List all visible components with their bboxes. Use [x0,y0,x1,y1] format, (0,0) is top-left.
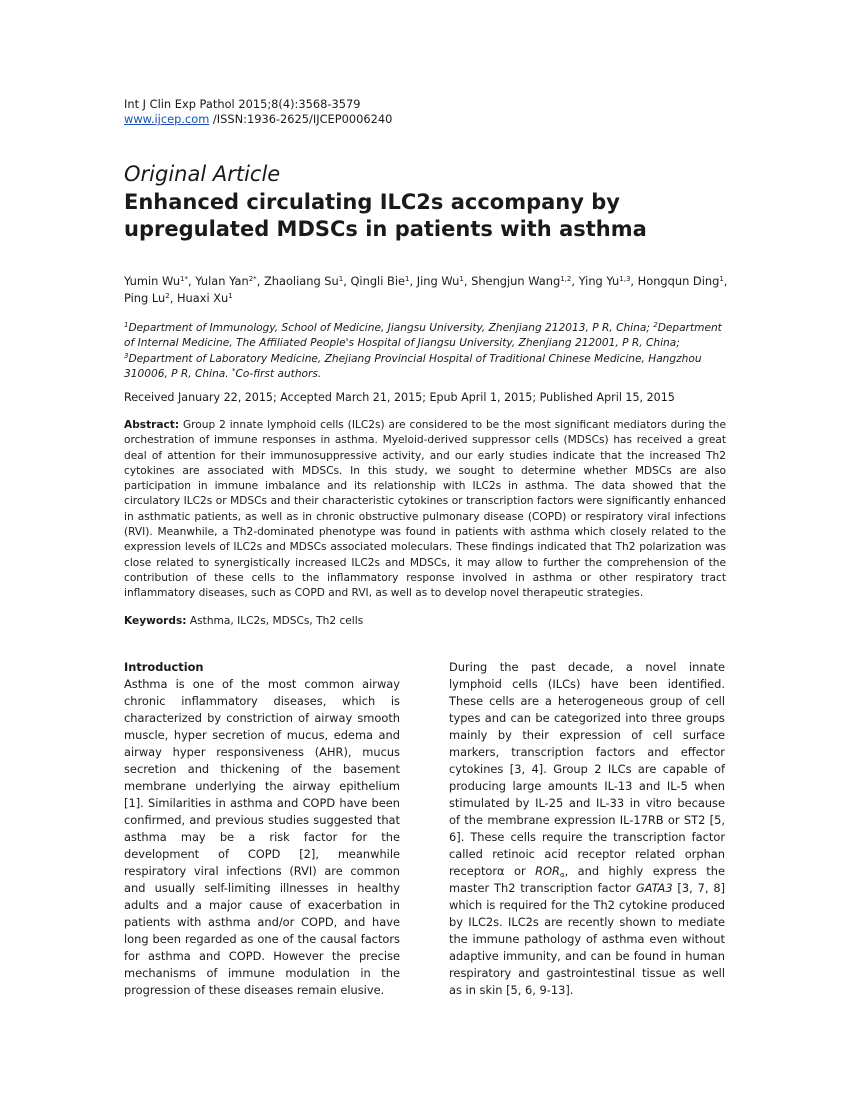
author: Qingli Bie$^1$, [350,274,417,288]
journal-citation: Int J Clin Exp Pathol 2015;8(4):3568-3579 [124,97,361,111]
abstract-label: Abstract: [124,419,180,431]
journal-header [124,97,392,127]
abstract-text: Group 2 innate lymphoid cells (ILC2s) are considered to be the most significant mediators during the orchestration of immune responses in asthma. Myeloid-derived suppressor cells (MDSCs) has received a great deal of attention for their immunosuppressive activity, and our early studies indicate that the increased Th2 cytokines are associated with MDSCs. In this study, we sought to determine whether MDSCs are also participation in immune imbalance and its relationship with ILC2s in asthma. The data showed that the circulatory ILC2s or MDSCs and their characteristic cytokines or transcription factors were significantly enhanced in asthmatic patients, as well as in chronic obstructive pulmonary disease (COPD) or respiratory viral infections (RVI). Meanwhile, a Th2-dominated phenotype was found in patients with asthma which closely related to the expression levels of ILC2s and MDSCs associated moleculars. These findings indicated that Th2 polarization was close related to synergistically increased ILC2s and MDSCs, it may allow to further the comprehension of the contribution of these cells to the inflammatory response involved in asthma or other respiratory tract inflammatory diseases, such as COPD and RVI, as well as to develop novel therapeutic strategies. [124,419,726,600]
affiliation: *Co-first authors. [232,367,322,381]
affiliations [124,321,728,383]
keywords-label: Keywords: [124,615,187,627]
author: Yumin $Wu^{1*}$, [124,274,196,288]
author: Hongqun Ding$^1$, [637,274,728,288]
affiliation: $^1$Department of Immunology, School of Medicine, Jiangsu University, Zhenjiang 212013, P R, China; [124,321,654,334]
journal-issn: /ISSN:1936-2625/IJCEP0006240 [209,112,393,126]
paper-title: Enhanced circulating ILC2s accompany by upregulated MDSCs in patients with asthma [124,190,647,241]
author-list [124,273,728,306]
keywords [124,614,363,629]
paragraph: During the past decade, a novel innate lymphoid cells (ILCs) have been identified. These cells are a heterogeneous group of cell types and can be categorized into three groups mainly by their expression of cell surface markers, transcription factors and effector cytokines [3, 4]. Group 2 ILCs are capable of producing large amounts IL-13 and IL-5 when stimulated by IL-25 and IL-33 in vitro because of the membrane expression IL-17RB or ST2 [5, 6]. These cells require the transcription factor called retinoic acid receptor related orphan receptorα or $ROR_\alpha$, and highly express the master Th2 transcription factor GATA3 [3, 7, 8] which is required for the Th2 cytokine produced by ILC2s. ILC2s are recently shown to mediate the immune pathology of asthma even without adaptive immunity, and can be found in human respiratory and gastrointestinal tissue as well as in skin [5, 6, 9-13]. [449,660,726,997]
author: Yulan Yan$^{2*}$, [195,274,264,288]
paragraph: Asthma is one of the most common airway chronic inflammatory diseases, which is characterized by constriction of airway smooth muscle, hyper secretion of mucus, edema and airway hyper responsiveness (AHR), mucus secretion and thickening of the basement membrane underlying the airway epithelium [1]. Similarities in asthma and COPD have been confirmed, and previous studies suggested that asthma may be a risk factor for the development of COPD [2], meanwhile respiratory viral infections (RVI) are common and usually self-limiting illnesses in healthy adults and a major cause of exacerbation in patients with asthma and/or COPD, and have long been regarded as one of the causal factors for asthma and COPD. However the precise mechanisms of immune modulation in the progression of these diseases remain elusive. [124,677,400,997]
author: Shengjun Wang$^{1,2}$, [471,274,579,288]
publication-dates: Received January 22, 2015; Accepted March 21, 2015; Epub April 1, 2015; Published April 15, 2015 [124,391,675,404]
author: Jing Wu$^1$, [416,274,472,288]
author: Zhaoliang Su$^1$, [263,274,351,288]
abstract [124,418,726,602]
section-heading-introduction: Introduction [124,660,204,674]
author: Huaxi Xu$^1$ [176,290,233,305]
author: Ying Yu$^{1,3}$, [578,274,638,288]
author: Ping Lu$^2$, [124,290,177,305]
article-type: Original Article [124,162,281,186]
keywords-text: Asthma, ILC2s, MDSCs, Th2 cells [186,615,364,627]
affiliation: $^3$Department of Laboratory Medicine, Zhejiang Provincial Hospital of Traditional Chinese Medicine, Hangzhou 310006, P R, China. [124,351,702,381]
body-column-left [124,659,400,999]
body-column-right [449,659,725,999]
affiliation: $^2$Department of Internal Medicine, The Affiliated People's Hospital of Jiangsu University, Zhenjiang 212001, P R, China; [124,321,722,350]
journal-url-line [124,112,392,127]
journal-url-link[interactable]: www.ijcep.com [124,112,210,126]
